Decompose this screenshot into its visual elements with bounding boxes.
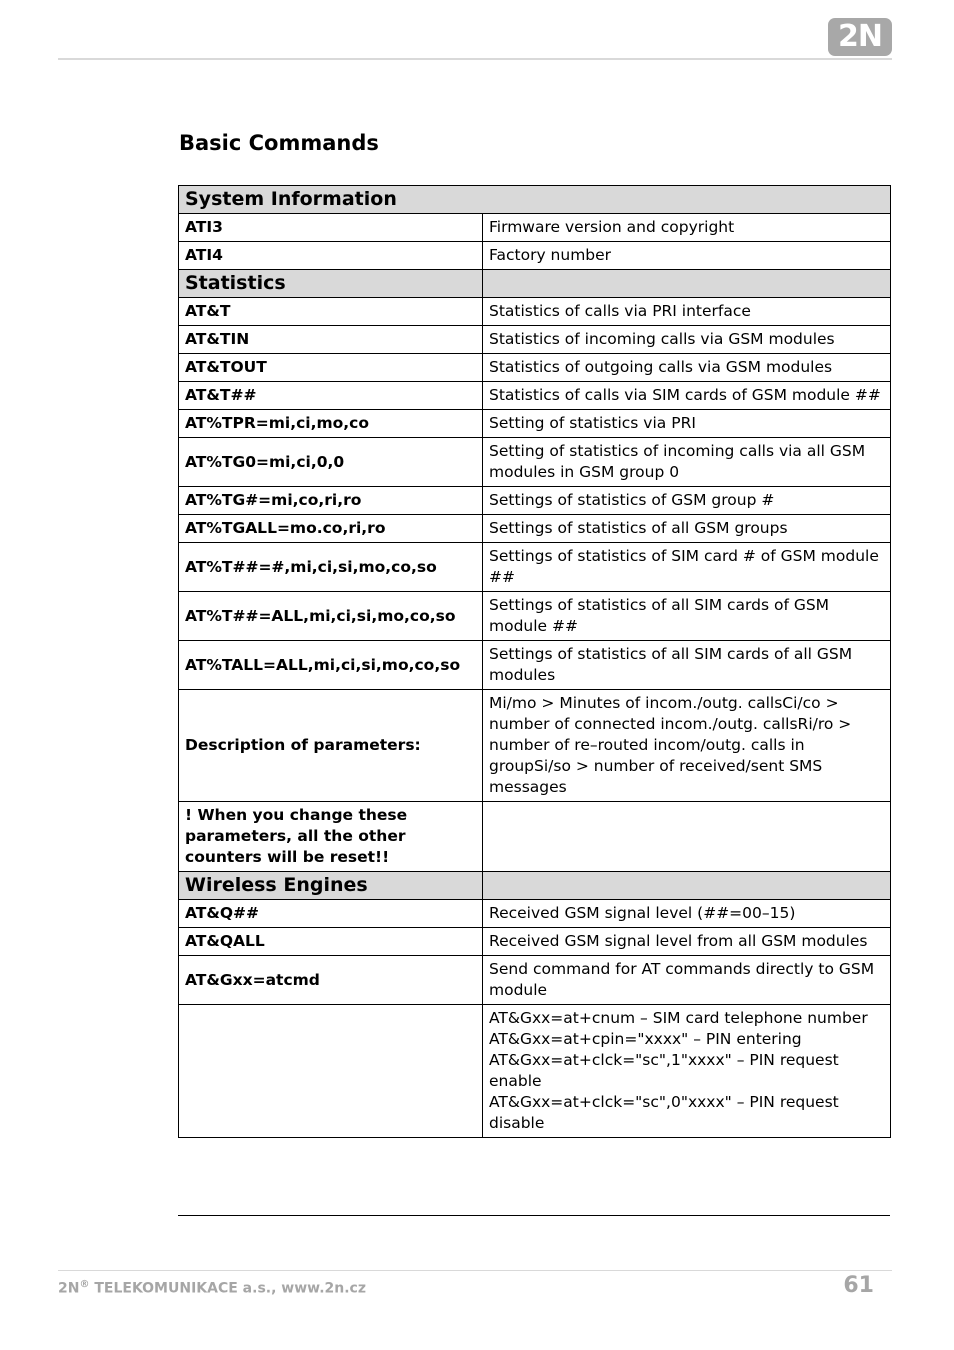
table-row	[179, 592, 891, 641]
section-heading-empty	[483, 270, 891, 298]
description-line: Settings of statistics of all GSM groups	[489, 519, 788, 537]
command-cell: AT%T##=#,mi,ci,si,mo,co,so	[179, 543, 483, 592]
command-cell: AT%TG0=mi,ci,0,0	[179, 438, 483, 487]
description-cell	[483, 592, 891, 641]
section-heading: Wireless Engines	[179, 872, 483, 900]
registered-mark: ®	[79, 1279, 90, 1290]
command-cell: AT&T##	[179, 382, 483, 410]
description-line: Firmware version and copyright	[489, 218, 735, 236]
table-row	[179, 242, 891, 270]
description-line: AT&Gxx=at+clck="sc",1"xxxx" – PIN request enable	[489, 1051, 839, 1090]
command-cell: AT&TOUT	[179, 354, 483, 382]
description-cell	[483, 214, 891, 242]
description-line: Factory number	[489, 246, 612, 264]
page-number: 61	[843, 1273, 874, 1298]
command-cell: AT%TALL=ALL,mi,ci,si,mo,co,so	[179, 641, 483, 690]
description-line: Received GSM signal level from all GSM modules	[489, 932, 868, 950]
command-cell: AT&QALL	[179, 928, 483, 956]
section-header-row	[179, 872, 891, 900]
table-row	[179, 410, 891, 438]
section-heading: System Information	[179, 186, 891, 214]
command-cell: AT%TGALL=mo.co,ri,ro	[179, 515, 483, 543]
description-line: Statistics of incoming calls via GSM modules	[489, 330, 835, 348]
description-cell	[483, 410, 891, 438]
command-cell: ATI4	[179, 242, 483, 270]
section-header-row	[179, 186, 891, 214]
table-row	[179, 543, 891, 592]
description-line: Settings of statistics of all SIM cards of all GSM modules	[489, 645, 853, 684]
description-line: AT&Gxx=at+cpin="xxxx" – PIN entering	[489, 1030, 802, 1048]
description-cell	[483, 326, 891, 354]
description-line: Statistics of outgoing calls via GSM modules	[489, 358, 833, 376]
command-cell: Description of parameters:	[179, 690, 483, 802]
command-cell: AT&T	[179, 298, 483, 326]
description-line: Statistics of calls via SIM cards of GSM module ##	[489, 386, 881, 404]
footer-brand: 2N	[58, 1280, 80, 1297]
description-cell	[483, 641, 891, 690]
page-title: Basic Commands	[179, 131, 379, 155]
description-cell	[483, 438, 891, 487]
table-row	[179, 802, 891, 872]
commands-table-body	[179, 186, 891, 1138]
table-row	[179, 900, 891, 928]
description-cell	[483, 382, 891, 410]
command-cell: ATI3	[179, 214, 483, 242]
command-cell: AT&Q##	[179, 900, 483, 928]
description-line: Settings of statistics of GSM group #	[489, 491, 775, 509]
table-row	[179, 382, 891, 410]
table-row	[179, 956, 891, 1005]
description-cell	[483, 802, 891, 872]
description-line: AT&Gxx=at+cnum – SIM card telephone number	[489, 1009, 868, 1027]
description-cell	[483, 690, 891, 802]
footer-divider	[58, 1270, 892, 1271]
description-cell	[483, 900, 891, 928]
description-line: Statistics of calls via PRI interface	[489, 302, 751, 320]
table-bottom-rule	[178, 1215, 890, 1216]
description-cell	[483, 515, 891, 543]
header-divider	[58, 58, 892, 60]
description-cell	[483, 487, 891, 515]
table-row	[179, 326, 891, 354]
section-heading: Statistics	[179, 270, 483, 298]
description-line: Settings of statistics of all SIM cards of GSM module ##	[489, 596, 830, 635]
description-line: Setting of statistics of incoming calls via all GSM modules in GSM group 0	[489, 442, 866, 481]
table-row	[179, 354, 891, 382]
command-cell	[179, 1005, 483, 1138]
command-cell: AT%TG#=mi,co,ri,ro	[179, 487, 483, 515]
table-row	[179, 690, 891, 802]
table-row	[179, 928, 891, 956]
section-heading-empty	[483, 872, 891, 900]
description-cell	[483, 298, 891, 326]
table-row	[179, 515, 891, 543]
command-cell: ! When you change these parameters, all the other counters will be reset!!	[179, 802, 483, 872]
description-cell	[483, 956, 891, 1005]
section-header-row	[179, 270, 891, 298]
table-row	[179, 1005, 891, 1138]
description-cell	[483, 354, 891, 382]
command-cell: AT%T##=ALL,mi,ci,si,mo,co,so	[179, 592, 483, 641]
description-cell	[483, 1005, 891, 1138]
footer-company	[58, 1279, 366, 1297]
description-cell	[483, 543, 891, 592]
description-cell	[483, 242, 891, 270]
table-row	[179, 298, 891, 326]
table-row	[179, 487, 891, 515]
description-line: AT&Gxx=at+clck="sc",0"xxxx" – PIN request disable	[489, 1093, 839, 1132]
table-row	[179, 214, 891, 242]
company-logo: 2N	[828, 18, 892, 56]
command-cell: AT&TIN	[179, 326, 483, 354]
description-line: Send command for AT commands directly to GSM module	[489, 960, 875, 999]
description-cell	[483, 928, 891, 956]
description-line: Mi/mo > Minutes of incom./outg. callsCi/co > number of connected incom./outg. callsRi/ro > number of re–routed incom/outg. calls in groupSi/so > number of received/sent SMS messages	[489, 694, 852, 796]
command-cell: AT&Gxx=atcmd	[179, 956, 483, 1005]
commands-table	[178, 185, 891, 1138]
table-row	[179, 641, 891, 690]
table-row	[179, 438, 891, 487]
description-line: Setting of statistics via PRI	[489, 414, 696, 432]
command-cell: AT%TPR=mi,ci,mo,co	[179, 410, 483, 438]
description-line: Settings of statistics of SIM card # of GSM module ##	[489, 547, 879, 586]
footer-company-rest: TELEKOMUNIKACE a.s., www.2n.cz	[89, 1280, 366, 1297]
description-line: Received GSM signal level (##=00–15)	[489, 904, 796, 922]
